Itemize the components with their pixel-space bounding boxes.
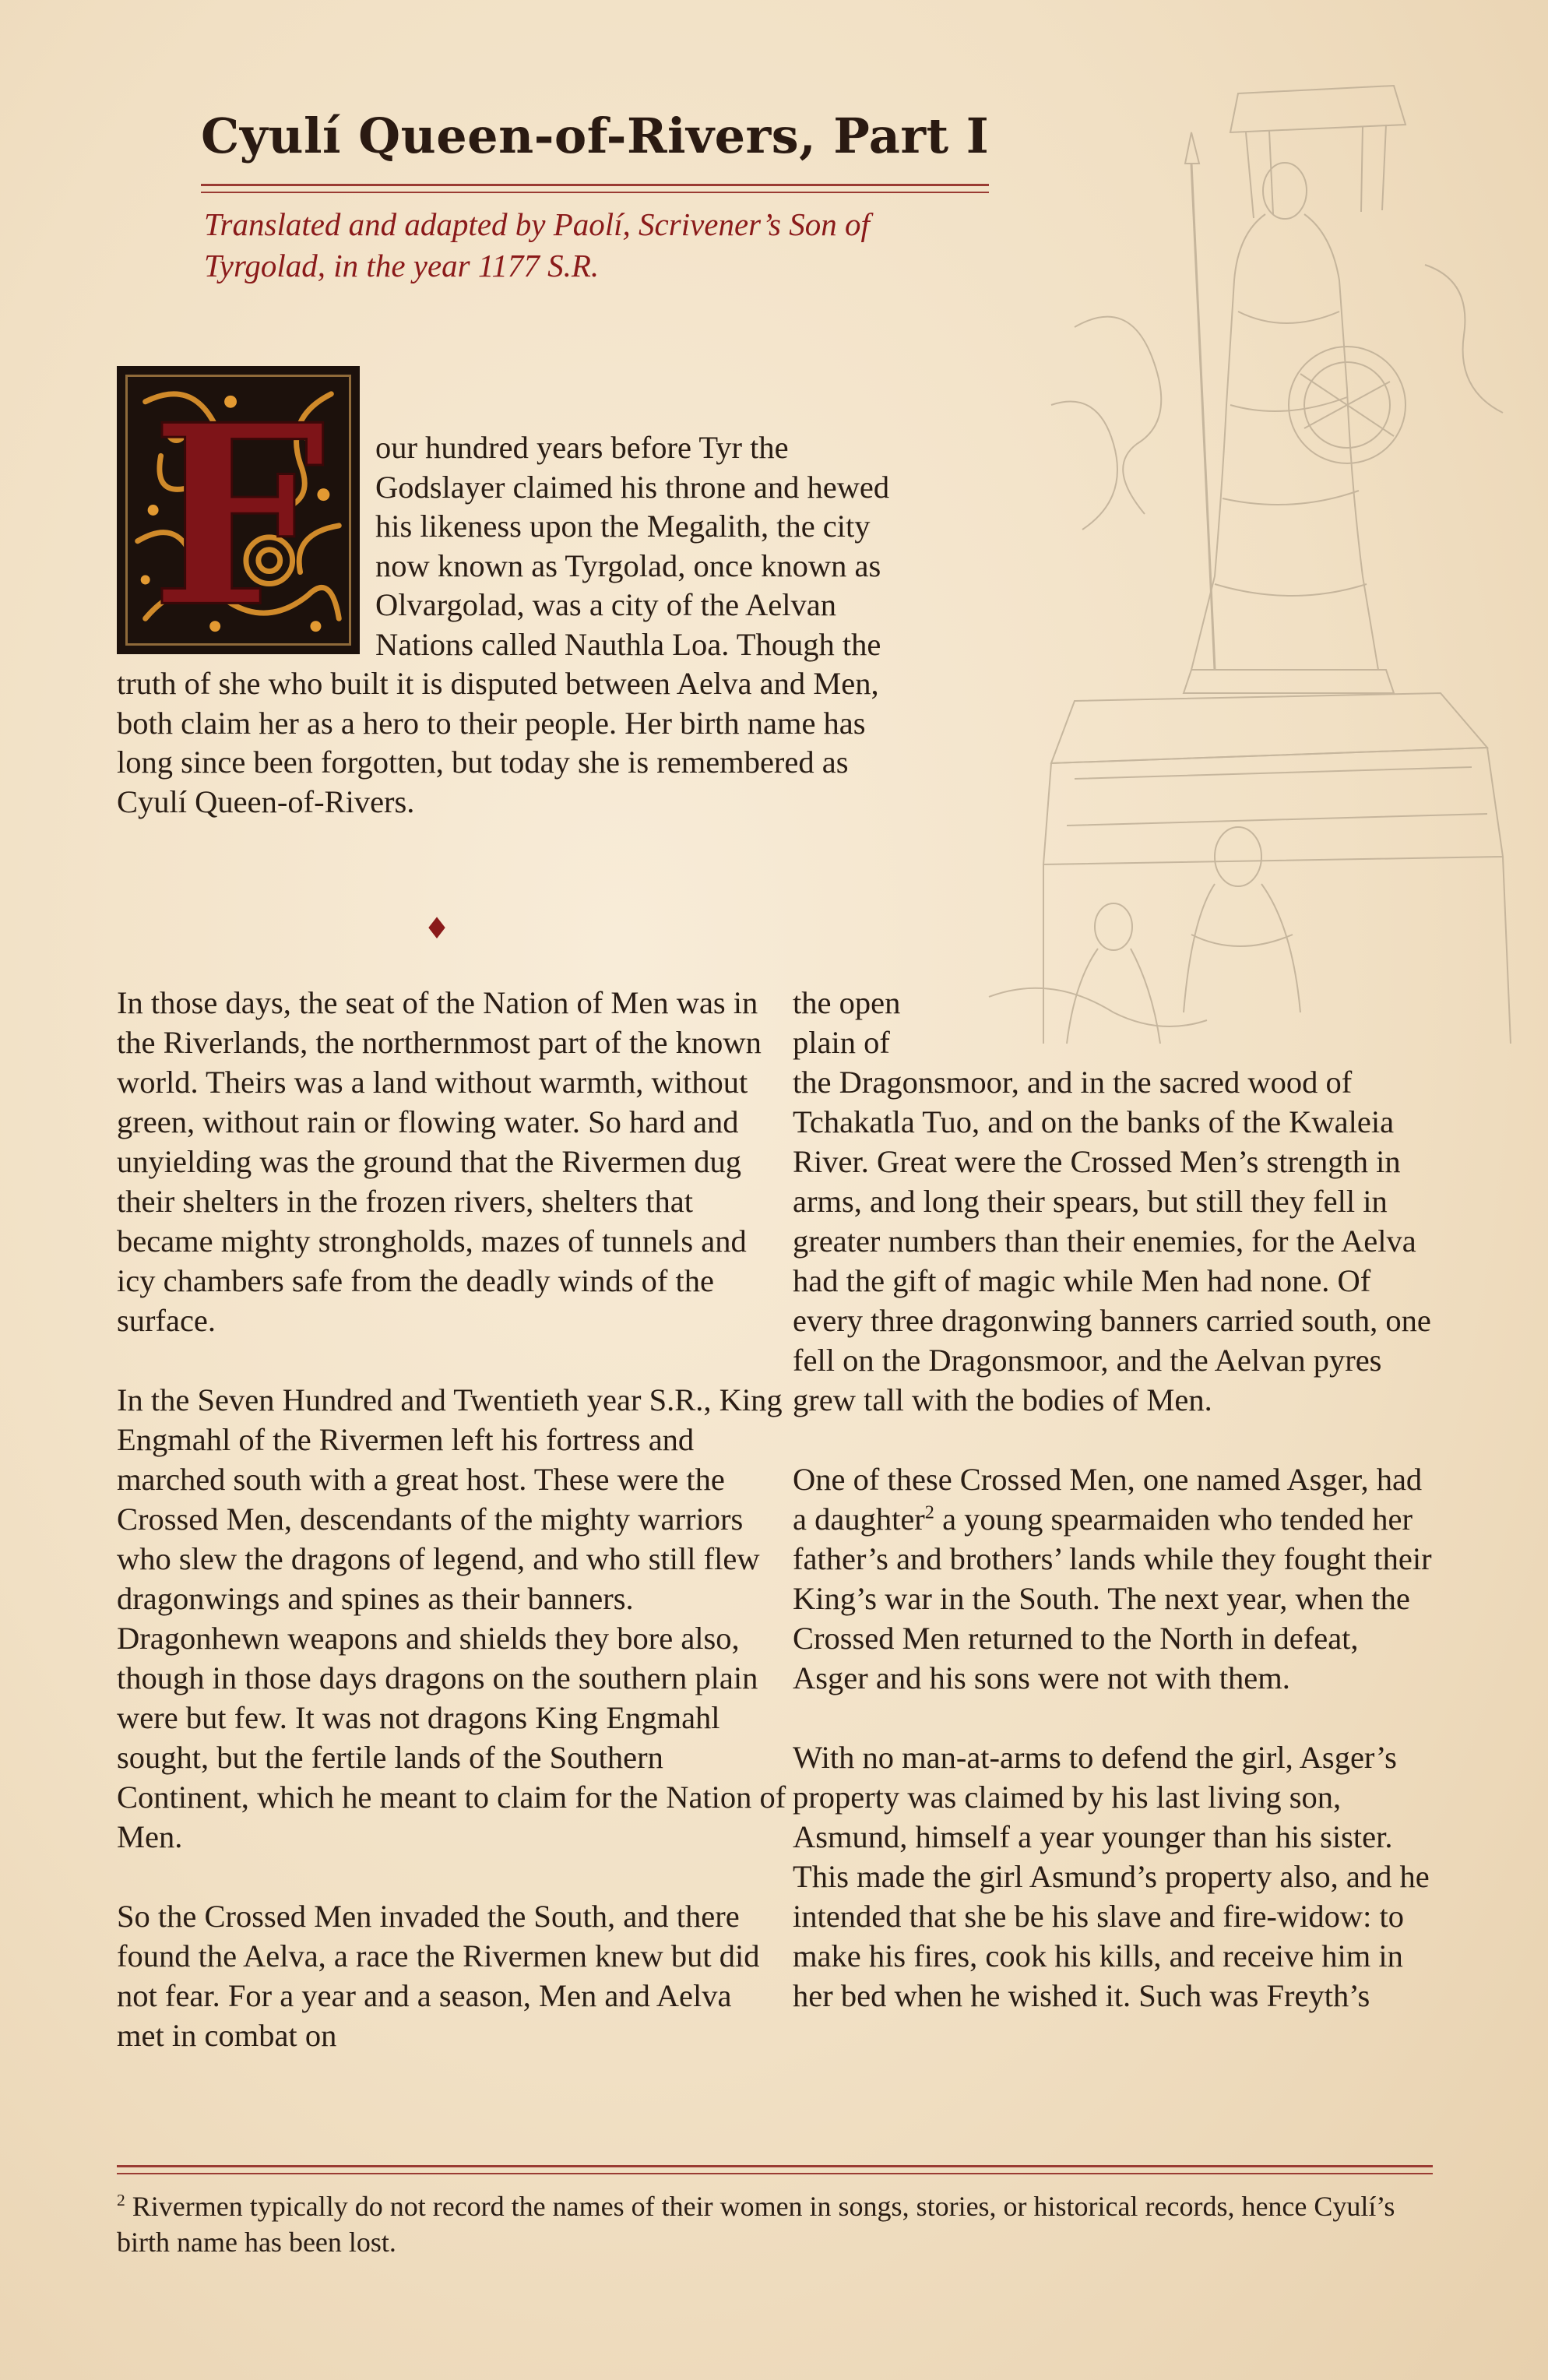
body-paragraph: So the Crossed Men invaded the South, and there found the Aelva, a race the Rivermen knew but did not fear. For a year and a season, Men and Aelva met in combat on: [117, 1899, 760, 2053]
dropcap-letter: F: [150, 371, 326, 650]
article-subtitle: Translated and adapted by Paolí, Scrivener’s Son of Tyrgolad, in the year 1177 S.R.: [204, 206, 870, 283]
body-paragraph: In those days, the seat of the Nation of Men was in the Riverlands, the northernmost part of the known world. Theirs was a land without warmth, without green, without rain or flowing water. So hard and unyielding was the ground that the Rivermen dug their shelters in the frozen rivers, shelters that became mighty strongholds, mazes of tunnels and icy chambers safe from the deadly winds of the surface.: [117, 985, 762, 1338]
footnote-marker[interactable]: 2: [924, 1502, 934, 1523]
left-column: [117, 983, 786, 2055]
column-opening: the open plain of: [793, 985, 901, 1060]
dropcap-spacer: [117, 428, 375, 662]
section-separator: ♦: [424, 911, 451, 945]
footnote: [117, 2188, 1433, 2260]
title-rule-bottom: [201, 192, 989, 193]
article-title: Cyulí Queen-of-Rivers, Part I: [201, 107, 990, 164]
footnote-rule-top: [117, 2165, 1433, 2167]
intro-text: our hundred years before Tyr the Godslayer claimed his throne and hewed his likeness upon the Megalith, the city now known as Tyrgolad, once known as Olvargolad, was a city of the Aelvan Nations called Nauthla Loa. Though the truth of she who built it is disputed between Aelva and Men, both claim her as a hero to their people. Her birth name has long since been forgotten, but today she is remembered as Cyulí Queen-of-Rivers.: [117, 430, 890, 819]
body-paragraph: the Dragonsmoor, and in the sacred wood of Tchakatla Tuo, and on the banks of the Kwaleia River. Great were the Crossed Men’s strength in arms, and long their spears, but still they fell in greater numbers than their enemies, for the Aelva had the gift of magic while Men had none. Of every three dragonwing banners carried south, one fell on the Dragonsmoor, and the Aelvan pyres grew tall with the bodies of Men.: [793, 1065, 1431, 1417]
body-paragraph: With no man-at-arms to defend the girl, Asger’s property was claimed by his last living son, Asmund, himself a year younger than his sister. This made the girl Asmund’s property also, and he intended that she be his slave and fire-widow: to make his fires, cook his kills, and receive him in her bed when he wished it. Such was Freyth’s: [793, 1740, 1430, 2013]
footnote-number: 2: [117, 2191, 125, 2209]
intro-paragraph: [117, 428, 895, 822]
body-paragraph: One of these Crossed Men, one named Asger, had a daughter$^2$ a young spearmaiden who tended her father’s and brothers’ lands while they fought their King’s war in the South. The next year, when the Crossed Men returned to the North in defeat, Asger and his sons were not with them.: [793, 1462, 1432, 1695]
title-rule-top: [201, 184, 989, 186]
footnote-text: Rivermen typically do not record the names of their women in songs, stories, or historical records, hence Cyulí’s birth name has been lost.: [117, 2191, 1395, 2258]
right-column: [793, 983, 1439, 2016]
statue-illustration: [958, 78, 1534, 1051]
footnote-rule-bottom: [117, 2173, 1433, 2174]
body-paragraph: In the Seven Hundred and Twentieth year S.R., King Engmahl of the Rivermen left his fortress and marched south with a great host. These were the Crossed Men, descendants of the mighty warriors who slew the dragons of legend, and who still flew dragonwings and spines as their banners. Dragonhewn weapons and shields they bore also, though in those days dragons on the southern plain were but few. It was not dragons King Engmahl sought, but the fertile lands of the Southern Continent, which he meant to claim for the Nation of Men.: [117, 1382, 786, 1854]
